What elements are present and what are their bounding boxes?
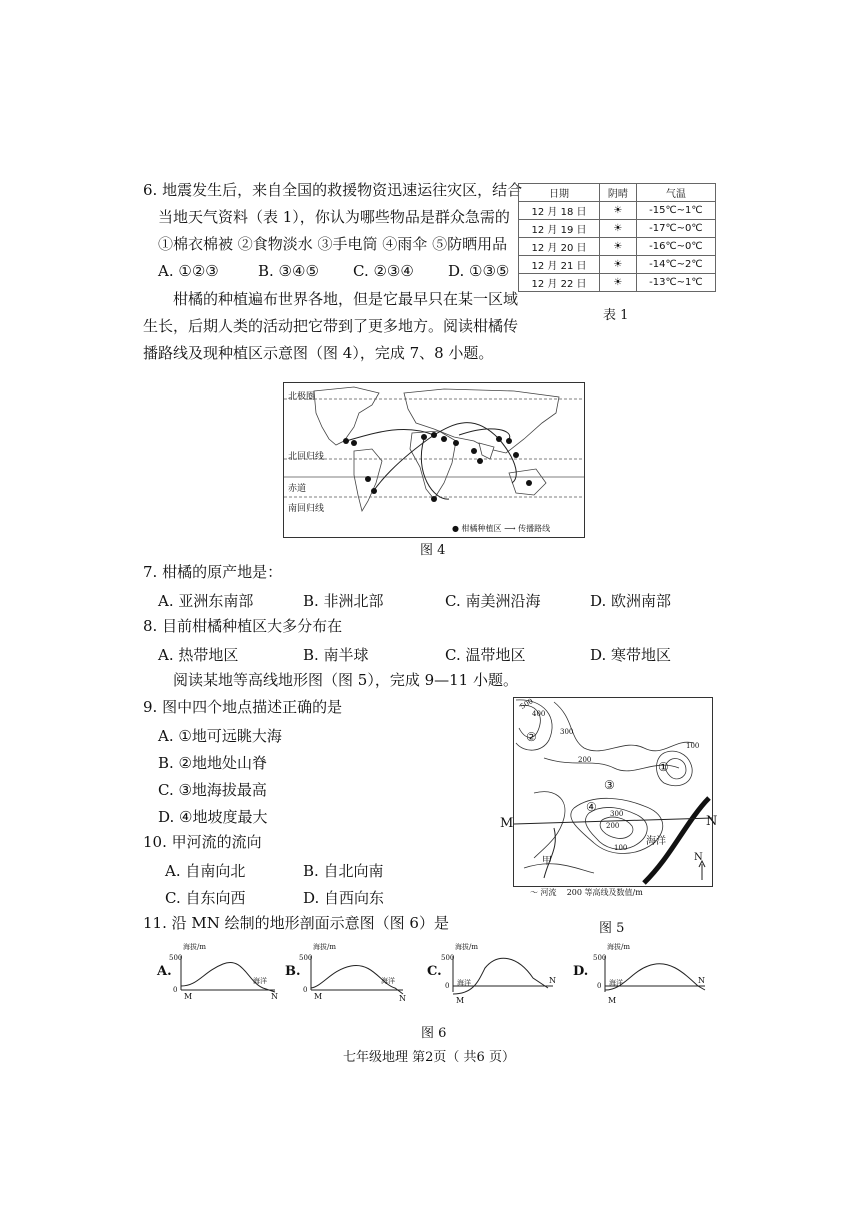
q7-option-d[interactable]: D. 欧洲南部 <box>590 592 672 610</box>
contour-label: 500 <box>518 697 535 711</box>
profile-sea: 海洋 <box>609 979 623 987</box>
sun-icon: ☀ <box>600 274 637 292</box>
table-header-weather: 阴晴 <box>600 184 637 202</box>
sun-icon: ☀ <box>600 238 637 256</box>
profile-y0: 0 <box>445 982 450 990</box>
label-m: M <box>500 816 514 831</box>
label-n: N <box>706 814 718 829</box>
profile-sea: 海洋 <box>253 977 267 985</box>
river-jia-label: 甲 <box>542 856 552 867</box>
table-cell-date: 12 月 19 日 <box>519 220 600 238</box>
legend-area-label: 柑橘种植区 <box>461 524 502 533</box>
table-row <box>519 274 716 292</box>
legend-river-label: 河流 <box>540 888 557 897</box>
q9-option-b[interactable]: B. ②地地处山脊 <box>158 754 268 772</box>
citrus-area-icon: ● <box>452 524 459 533</box>
profile-m: M <box>184 992 193 1001</box>
legend-route-label: 传播路线 <box>518 524 551 533</box>
weather-table <box>518 183 716 292</box>
tropic-cancer-label: 北回归线 <box>288 452 325 462</box>
contour-label: 400 <box>532 710 546 718</box>
intro78-line2: 生长，后期人类的活动把它带到了更多地方。阅读柑橘传 <box>143 317 519 335</box>
intro911: 阅读某地等高线地形图（图 5），完成 9—11 小题。 <box>173 671 518 689</box>
profile-sea: 海洋 <box>457 979 471 987</box>
north-icon: N <box>694 852 703 863</box>
table-cell-temp: -14℃~2℃ <box>636 256 715 274</box>
contour-label: 200 <box>606 822 620 830</box>
river-icon: ～ <box>530 888 538 897</box>
table1-caption: 表 1 <box>603 308 629 323</box>
q6-option-c[interactable]: C. ②③④ <box>353 262 414 280</box>
q10-option-a[interactable]: A. 自南向北 <box>165 862 246 880</box>
table-cell-date: 12 月 20 日 <box>519 238 600 256</box>
q9-option-a[interactable]: A. ①地可远眺大海 <box>158 727 282 745</box>
table-cell-temp: -13℃~1℃ <box>636 274 715 292</box>
profile-n: N <box>698 976 705 985</box>
profile-ylabel: 海拔/m <box>455 943 478 951</box>
profile-y500: 500 <box>169 954 183 962</box>
profile-charts <box>153 942 706 1008</box>
sun-icon: ☀ <box>600 202 637 220</box>
contour-map <box>513 697 713 887</box>
table-cell-temp: -17℃~0℃ <box>636 220 715 238</box>
profile-n: N <box>271 992 278 1001</box>
table-cell-date: 12 月 22 日 <box>519 274 600 292</box>
table-row <box>519 202 716 220</box>
profile-y500: 500 <box>299 954 313 962</box>
q8-option-d[interactable]: D. 寒带地区 <box>590 646 672 664</box>
q7-option-c[interactable]: C. 南美洲沿海 <box>445 592 541 610</box>
legend-contour-label: 200 等高线及数值/m <box>566 888 643 897</box>
profile-ylabel: 海拔/m <box>313 943 336 951</box>
page-footer: 七年级地理 第2页（ 共6 页） <box>343 1050 515 1065</box>
point-4: ④ <box>586 800 597 814</box>
profile-y0: 0 <box>303 986 308 994</box>
q7-option-b[interactable]: B. 非洲北部 <box>303 592 384 610</box>
q8-option-b[interactable]: B. 南半球 <box>303 646 369 664</box>
q10-option-d[interactable]: D. 自西向东 <box>303 889 385 907</box>
table-cell-date: 12 月 18 日 <box>519 202 600 220</box>
q8-option-c[interactable]: C. 温带地区 <box>445 646 526 664</box>
table-header-date: 日期 <box>519 184 600 202</box>
equator-label: 赤道 <box>288 484 307 494</box>
profile-y500: 500 <box>441 954 455 962</box>
q6-option-b[interactable]: B. ③④⑤ <box>258 262 319 280</box>
profile-y0: 0 <box>597 982 602 990</box>
profile-sea: 海洋 <box>381 977 395 985</box>
contour-label: 100 <box>614 844 628 852</box>
profile-m: M <box>314 992 323 1001</box>
table-row <box>519 220 716 238</box>
fig4-caption: 图 4 <box>420 543 446 558</box>
point-3: ③ <box>604 778 615 792</box>
q9-stem: 9. 图中四个地点描述正确的是 <box>143 698 343 716</box>
q10-option-c[interactable]: C. 自东向西 <box>165 889 246 907</box>
intro78-line1: 柑橘的种植遍布世界各地，但是它最早只在某一区域 <box>173 290 519 308</box>
profile-n: N <box>549 976 556 985</box>
profile-b-label: B. <box>285 964 301 979</box>
point-2: ② <box>526 730 537 744</box>
table-cell-date: 12 月 21 日 <box>519 256 600 274</box>
q9-option-d[interactable]: D. ④地坡度最大 <box>158 808 268 826</box>
fig6-caption: 图 6 <box>421 1026 447 1041</box>
profile-n: N <box>399 994 406 1003</box>
fig5-caption: 图 5 <box>599 921 625 936</box>
contour-label: 200 <box>578 756 592 764</box>
q6-option-a[interactable]: A. ①②③ <box>158 262 219 280</box>
profile-a-label: A. <box>157 964 172 979</box>
contour-legend <box>530 887 643 898</box>
profile-ylabel: 海拔/m <box>607 943 630 951</box>
q10-option-b[interactable]: B. 自北向南 <box>303 862 384 880</box>
citrus-world-map <box>283 382 585 538</box>
q8-stem: 8. 目前柑橘种植区大多分布在 <box>143 617 343 635</box>
table-row <box>519 256 716 274</box>
contour-label: 100 <box>686 742 700 750</box>
profile-m: M <box>456 996 465 1005</box>
q6-line2: 当地天气资料（表 1），你认为哪些物品是群众急需的 <box>158 208 510 226</box>
contour-label: 300 <box>610 810 624 818</box>
arctic-circle-label: 北极圈 <box>288 392 316 402</box>
sea-label: 海洋 <box>646 836 666 847</box>
q7-stem: 7. 柑橘的原产地是： <box>143 563 283 581</box>
profile-m: M <box>608 996 617 1005</box>
profile-ylabel: 海拔/m <box>183 943 206 951</box>
profile-c-label: C. <box>427 964 442 979</box>
q11-stem: 11. 沿 MN 绘制的地形剖面示意图（图 6）是 <box>143 914 449 932</box>
table-cell-temp: -16℃~0℃ <box>636 238 715 256</box>
contour-label: 300 <box>560 728 574 736</box>
table-header-temp: 气温 <box>636 184 715 202</box>
table-row <box>519 238 716 256</box>
q7-option-a[interactable]: A. 亚洲东南部 <box>158 592 254 610</box>
q6-line3: ①棉衣棉被 ②食物淡水 ③手电筒 ④雨伞 ⑤防晒用品 <box>158 235 508 253</box>
q8-option-a[interactable]: A. 热带地区 <box>158 646 239 664</box>
intro78-line3: 播路线及现种植区示意图（图 4），完成 7、8 小题。 <box>143 344 494 362</box>
profile-y500: 500 <box>593 954 607 962</box>
sun-icon: ☀ <box>600 220 637 238</box>
table-cell-temp: -15℃~1℃ <box>636 202 715 220</box>
sun-icon: ☀ <box>600 256 637 274</box>
q9-option-c[interactable]: C. ③地海拔最高 <box>158 781 267 799</box>
tropic-capricorn-label: 南回归线 <box>288 504 325 514</box>
route-arrow-icon: ⟶ <box>504 524 516 533</box>
q6-option-d[interactable]: D. ①③⑤ <box>448 262 510 280</box>
profile-d-label: D. <box>573 964 589 979</box>
point-1: ① <box>658 760 669 774</box>
map-legend <box>452 523 550 534</box>
q6-line1: 6. 地震发生后，来自全国的救援物资迅速运往灾区，结合 <box>143 181 523 199</box>
q10-stem: 10. 甲河流的流向 <box>143 833 262 851</box>
profile-y0: 0 <box>173 986 178 994</box>
